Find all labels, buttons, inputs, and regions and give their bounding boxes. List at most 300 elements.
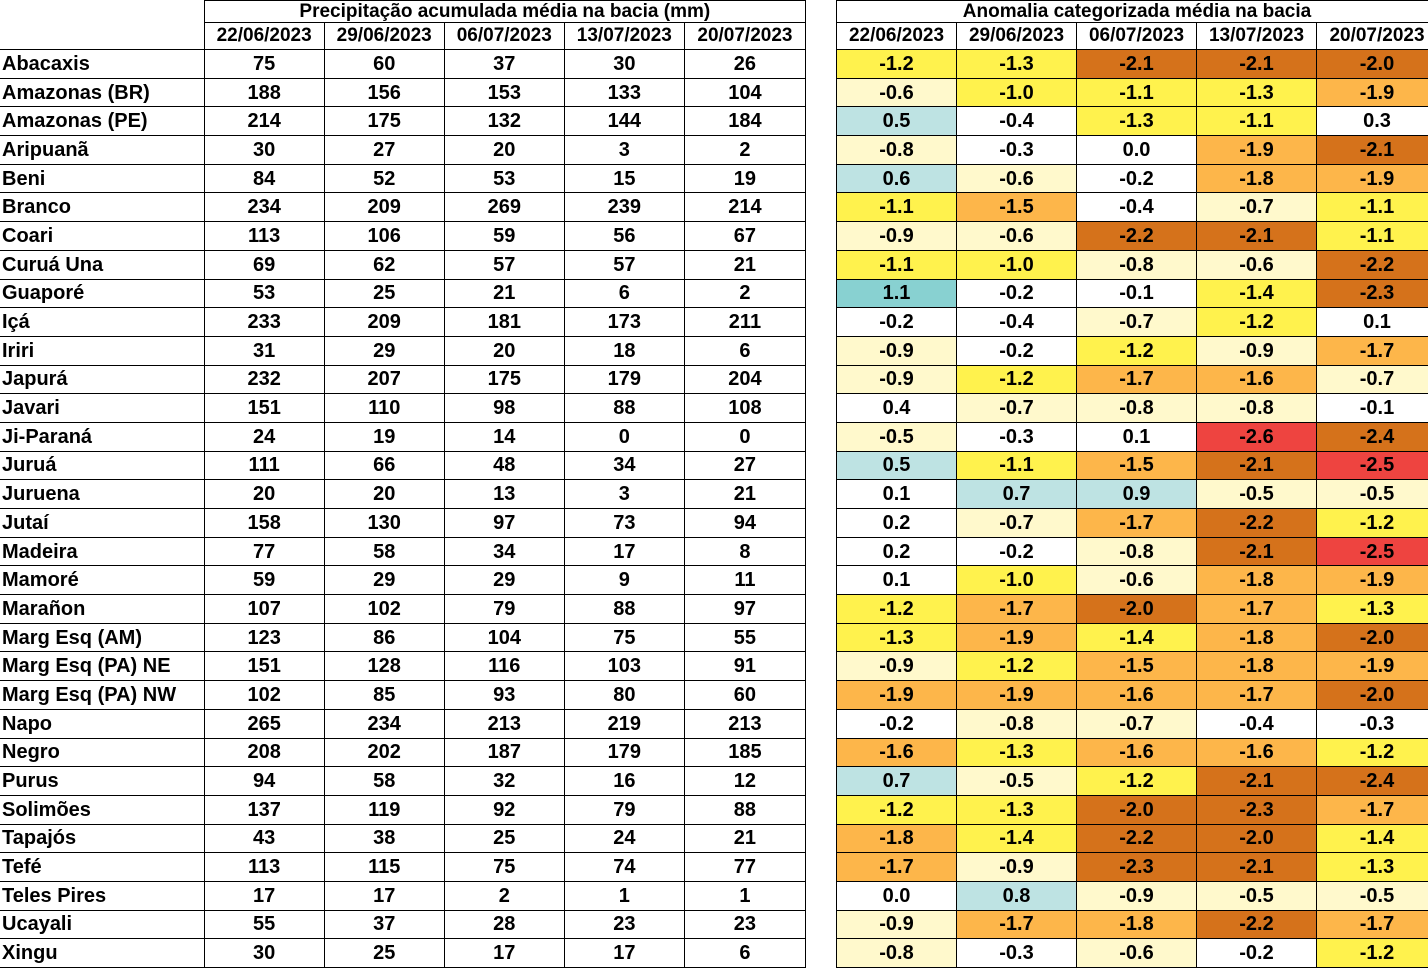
anomaly-cell: -1.6 (837, 738, 957, 767)
precip-cell: 92 (444, 795, 564, 824)
anomaly-cell: -1.2 (1197, 308, 1317, 337)
precip-cell: 31 (204, 336, 324, 365)
precip-cell: 93 (444, 681, 564, 710)
date-header: 29/06/2023 (324, 23, 444, 50)
precip-cell: 88 (564, 595, 684, 624)
anomaly-cell: -1.7 (1317, 336, 1428, 365)
anomaly-cell: -0.2 (837, 709, 957, 738)
basin-name: Coari (0, 222, 204, 251)
precip-cell: 17 (444, 939, 564, 968)
table-row (837, 250, 1428, 279)
table-row (0, 451, 806, 480)
precip-cell: 59 (444, 222, 564, 251)
table-row (837, 480, 1428, 509)
basin-name: Juruena (0, 480, 204, 509)
date-header-row (837, 23, 1428, 50)
anomaly-cell: -0.5 (1317, 480, 1428, 509)
precip-cell: 23 (564, 910, 684, 939)
anomaly-cell: -2.4 (1317, 767, 1428, 796)
precip-cell: 79 (564, 795, 684, 824)
anomaly-cell: -0.1 (1077, 279, 1197, 308)
anomaly-cell: -0.2 (957, 537, 1077, 566)
basin-name: Guaporé (0, 279, 204, 308)
precip-cell: 32 (444, 767, 564, 796)
precip-cell: 59 (204, 566, 324, 595)
anomaly-cell: 0.5 (837, 107, 957, 136)
precip-cell: 209 (324, 193, 444, 222)
precip-cell: 208 (204, 738, 324, 767)
anomaly-cell: -1.8 (1197, 164, 1317, 193)
table-row (0, 623, 806, 652)
anomaly-cell: -2.2 (1317, 250, 1428, 279)
precip-cell: 20 (204, 480, 324, 509)
precip-cell: 56 (564, 222, 684, 251)
anomaly-cell: 0.8 (957, 881, 1077, 910)
precip-cell: 25 (324, 939, 444, 968)
basin-name: Napo (0, 709, 204, 738)
anomaly-cell: -0.9 (1077, 881, 1197, 910)
basin-name: Negro (0, 738, 204, 767)
table-row (0, 422, 806, 451)
basin-name: Xingu (0, 939, 204, 968)
table-row (0, 336, 806, 365)
basin-name: Tefé (0, 853, 204, 882)
anomaly-cell: 0.2 (837, 537, 957, 566)
anomaly-cell: 0.0 (1077, 136, 1197, 165)
anomaly-cell: -1.8 (1197, 566, 1317, 595)
precip-cell: 175 (324, 107, 444, 136)
anomaly-cell: -1.2 (837, 795, 957, 824)
date-header: 29/06/2023 (957, 23, 1077, 50)
precip-cell: 14 (444, 422, 564, 451)
table-row (0, 279, 806, 308)
table-row (0, 78, 806, 107)
precip-cell: 98 (444, 394, 564, 423)
anomaly-cell: -2.3 (1317, 279, 1428, 308)
anomaly-cell: -1.3 (1317, 853, 1428, 882)
precip-cell: 9 (564, 566, 684, 595)
table-row (837, 193, 1428, 222)
precip-cell: 17 (324, 881, 444, 910)
precip-cell: 15 (564, 164, 684, 193)
table-row (0, 795, 806, 824)
precip-cell: 74 (564, 853, 684, 882)
basin-name: Curuá Una (0, 250, 204, 279)
precip-cell: 27 (324, 136, 444, 165)
basin-name: Tapajós (0, 824, 204, 853)
anomaly-cell: -1.9 (1317, 164, 1428, 193)
table-row (837, 394, 1428, 423)
precip-cell: 233 (204, 308, 324, 337)
precip-cell: 111 (204, 451, 324, 480)
anomaly-cell: -2.3 (1077, 853, 1197, 882)
anomaly-cell: -1.7 (957, 595, 1077, 624)
anomaly-cell: -1.7 (1077, 365, 1197, 394)
precip-cell: 21 (444, 279, 564, 308)
precip-cell: 181 (444, 308, 564, 337)
precip-cell: 30 (204, 136, 324, 165)
table-row (837, 853, 1428, 882)
precip-cell: 23 (684, 910, 805, 939)
precip-cell: 21 (684, 824, 805, 853)
anomaly-cell: 0.0 (837, 881, 957, 910)
basin-name: Japurá (0, 365, 204, 394)
precip-cell: 34 (444, 537, 564, 566)
table-row (837, 509, 1428, 538)
precip-cell: 130 (324, 509, 444, 538)
precip-cell: 144 (564, 107, 684, 136)
precip-cell: 2 (444, 881, 564, 910)
anomaly-cell: -1.3 (837, 623, 957, 652)
precip-cell: 58 (324, 537, 444, 566)
precip-cell: 53 (444, 164, 564, 193)
date-header: 22/06/2023 (837, 23, 957, 50)
anomaly-cell: -1.5 (957, 193, 1077, 222)
anomaly-cell: -0.2 (837, 308, 957, 337)
anomaly-cell: -2.2 (1197, 910, 1317, 939)
corner-blank (0, 1, 204, 23)
precip-cell: 104 (684, 78, 805, 107)
anomaly-cell: -1.8 (1077, 910, 1197, 939)
anomaly-cell: -1.7 (837, 853, 957, 882)
date-header: 20/07/2023 (684, 23, 805, 50)
anomaly-cell: -2.1 (1197, 537, 1317, 566)
table-row (0, 107, 806, 136)
precip-cell: 57 (444, 250, 564, 279)
anomaly-cell: 0.9 (1077, 480, 1197, 509)
precip-cell: 1 (564, 881, 684, 910)
precip-cell: 265 (204, 709, 324, 738)
anomaly-cell: -1.8 (1197, 652, 1317, 681)
anomaly-cell: -0.9 (837, 652, 957, 681)
anomaly-cell: -0.4 (957, 308, 1077, 337)
anomaly-cell: -0.4 (1077, 193, 1197, 222)
basin-name: Ji-Paraná (0, 422, 204, 451)
precip-cell: 179 (564, 738, 684, 767)
table-row (837, 595, 1428, 624)
precip-cell: 34 (564, 451, 684, 480)
anomaly-cell: -2.4 (1317, 422, 1428, 451)
anomaly-cell: -0.8 (837, 136, 957, 165)
anomaly-cell: 0.1 (1317, 308, 1428, 337)
precip-cell: 213 (444, 709, 564, 738)
table-row (0, 193, 806, 222)
precip-cell: 29 (324, 336, 444, 365)
date-header: 13/07/2023 (564, 23, 684, 50)
anomaly-cell: -0.6 (1077, 566, 1197, 595)
precip-cell: 175 (444, 365, 564, 394)
anomaly-cell: -0.7 (1077, 308, 1197, 337)
anomaly-cell: -0.9 (837, 365, 957, 394)
anomaly-cell: -1.3 (957, 795, 1077, 824)
precip-cell: 94 (684, 509, 805, 538)
anomaly-cell: -2.2 (1077, 824, 1197, 853)
anomaly-cell: -2.2 (1077, 222, 1197, 251)
anomaly-cell: -1.6 (1197, 738, 1317, 767)
precip-cell: 27 (684, 451, 805, 480)
anomaly-cell: -2.0 (1197, 824, 1317, 853)
anomaly-cell: 0.7 (837, 767, 957, 796)
anomaly-cell: -0.2 (957, 336, 1077, 365)
table-row (837, 451, 1428, 480)
anomaly-cell: -2.0 (1317, 681, 1428, 710)
anomaly-cell: -1.9 (1197, 136, 1317, 165)
anomaly-cell: -0.7 (957, 394, 1077, 423)
date-header: 06/07/2023 (444, 23, 564, 50)
precip-cell: 19 (324, 422, 444, 451)
anomaly-cell: -1.0 (957, 78, 1077, 107)
anomaly-cell: -2.1 (1197, 767, 1317, 796)
anomaly-cell: -2.1 (1077, 50, 1197, 79)
anomaly-cell: -0.5 (957, 767, 1077, 796)
table-row (837, 365, 1428, 394)
anomaly-cell: 1.1 (837, 279, 957, 308)
anomaly-cell: -1.6 (1077, 681, 1197, 710)
anomaly-cell: -1.2 (957, 652, 1077, 681)
anomaly-cell: -0.8 (1077, 537, 1197, 566)
anomaly-cell: -0.1 (1317, 394, 1428, 423)
precip-cell: 119 (324, 795, 444, 824)
precip-cell: 75 (204, 50, 324, 79)
anomaly-cell: 0.1 (837, 566, 957, 595)
precip-cell: 179 (564, 365, 684, 394)
anomaly-cell: 0.3 (1317, 107, 1428, 136)
anomaly-cell: -1.3 (957, 50, 1077, 79)
basin-name: Teles Pires (0, 881, 204, 910)
precip-cell: 43 (204, 824, 324, 853)
anomaly-cell: -1.1 (1077, 78, 1197, 107)
anomaly-cell: -2.6 (1197, 422, 1317, 451)
anomaly-cell: -0.8 (1077, 250, 1197, 279)
anomaly-cell: -2.1 (1197, 451, 1317, 480)
anomaly-cell: -1.9 (957, 681, 1077, 710)
anomaly-cell: -0.6 (957, 164, 1077, 193)
anomaly-cell: -0.5 (1197, 881, 1317, 910)
precip-cell: 77 (684, 853, 805, 882)
basin-name: Solimões (0, 795, 204, 824)
basin-name: Iriri (0, 336, 204, 365)
table-row (837, 824, 1428, 853)
precip-cell: 16 (564, 767, 684, 796)
precip-cell: 69 (204, 250, 324, 279)
table-row (0, 652, 806, 681)
anomaly-cell: -2.1 (1197, 853, 1317, 882)
anomaly-cell: -0.9 (837, 336, 957, 365)
anomaly-table (836, 0, 1428, 968)
precip-cell: 153 (444, 78, 564, 107)
table-row (837, 222, 1428, 251)
anomaly-cell: -1.2 (837, 50, 957, 79)
basin-name: Purus (0, 767, 204, 796)
basin-name: Mamoré (0, 566, 204, 595)
table-row (0, 537, 806, 566)
precip-cell: 13 (444, 480, 564, 509)
precip-cell: 204 (684, 365, 805, 394)
anomaly-cell: -2.0 (1317, 50, 1428, 79)
anomaly-cell: -1.9 (1317, 652, 1428, 681)
precip-cell: 6 (564, 279, 684, 308)
anomaly-cell: -0.8 (957, 709, 1077, 738)
date-header: 20/07/2023 (1317, 23, 1428, 50)
precip-cell: 214 (684, 193, 805, 222)
table-row (837, 709, 1428, 738)
precip-cell: 0 (684, 422, 805, 451)
anomaly-cell: -1.6 (1077, 738, 1197, 767)
precip-cell: 213 (684, 709, 805, 738)
anomaly-cell: 0.7 (957, 480, 1077, 509)
basin-name: Branco (0, 193, 204, 222)
precip-cell: 52 (324, 164, 444, 193)
anomaly-cell: -0.2 (1077, 164, 1197, 193)
anomaly-cell: -1.2 (1317, 509, 1428, 538)
precip-cell: 88 (564, 394, 684, 423)
table-row (837, 939, 1428, 968)
basin-name: Marg Esq (AM) (0, 623, 204, 652)
precip-cell: 60 (684, 681, 805, 710)
table-row (837, 308, 1428, 337)
anomaly-cell: -0.8 (1077, 394, 1197, 423)
precip-cell: 151 (204, 394, 324, 423)
anomaly-cell: -1.9 (837, 681, 957, 710)
anomaly-cell: -1.9 (1317, 566, 1428, 595)
table-row (0, 164, 806, 193)
anomaly-cell: -1.2 (957, 365, 1077, 394)
table-row (837, 50, 1428, 79)
precip-cell: 185 (684, 738, 805, 767)
table-row (837, 881, 1428, 910)
table-row (0, 595, 806, 624)
anomaly-cell: -1.7 (957, 910, 1077, 939)
table-row (837, 422, 1428, 451)
precip-cell: 29 (324, 566, 444, 595)
table-row (837, 537, 1428, 566)
precip-cell: 115 (324, 853, 444, 882)
anomaly-cell: -0.7 (1197, 193, 1317, 222)
precip-cell: 77 (204, 537, 324, 566)
precip-cell: 113 (204, 853, 324, 882)
table-row (837, 738, 1428, 767)
precip-cell: 128 (324, 652, 444, 681)
precip-cell: 156 (324, 78, 444, 107)
precip-cell: 3 (564, 480, 684, 509)
precip-cell: 269 (444, 193, 564, 222)
precip-cell: 91 (684, 652, 805, 681)
table-row (0, 250, 806, 279)
table-row (0, 709, 806, 738)
precip-cell: 86 (324, 623, 444, 652)
precip-cell: 21 (684, 480, 805, 509)
anomaly-cell: -1.1 (837, 193, 957, 222)
anomaly-cell: -0.6 (957, 222, 1077, 251)
anomaly-cell: -1.1 (1197, 107, 1317, 136)
precip-cell: 133 (564, 78, 684, 107)
anomaly-cell: -1.2 (1077, 767, 1197, 796)
table-row (0, 681, 806, 710)
anomaly-cell: -1.1 (1317, 222, 1428, 251)
precipitation-title: Precipitação acumulada média na bacia (mm) (204, 1, 805, 23)
anomaly-cell: -1.7 (1077, 509, 1197, 538)
anomaly-cell: -1.3 (1197, 78, 1317, 107)
precip-cell: 2 (684, 136, 805, 165)
precip-cell: 97 (444, 509, 564, 538)
precip-cell: 67 (684, 222, 805, 251)
table-row (837, 623, 1428, 652)
table-row (0, 767, 806, 796)
table-row (0, 853, 806, 882)
precip-cell: 20 (324, 480, 444, 509)
table-row (837, 164, 1428, 193)
anomaly-cell: -1.7 (1197, 595, 1317, 624)
anomaly-cell: 0.1 (1077, 422, 1197, 451)
anomaly-title: Anomalia categorizada média na bacia (837, 1, 1428, 23)
anomaly-cell: -1.3 (1077, 107, 1197, 136)
precip-cell: 58 (324, 767, 444, 796)
table-row (0, 394, 806, 423)
precip-cell: 79 (444, 595, 564, 624)
anomaly-cell: -0.3 (957, 136, 1077, 165)
anomaly-cell: 0.4 (837, 394, 957, 423)
precip-cell: 75 (564, 623, 684, 652)
precip-cell: 0 (564, 422, 684, 451)
anomaly-cell: -0.5 (1197, 480, 1317, 509)
precip-cell: 3 (564, 136, 684, 165)
precip-cell: 102 (204, 681, 324, 710)
precip-cell: 110 (324, 394, 444, 423)
precip-cell: 202 (324, 738, 444, 767)
table-row (0, 738, 806, 767)
precip-cell: 232 (204, 365, 324, 394)
table-row (0, 881, 806, 910)
anomaly-cell: -1.5 (1077, 652, 1197, 681)
anomaly-cell: -0.3 (957, 422, 1077, 451)
anomaly-cell: -1.7 (1317, 910, 1428, 939)
anomaly-cell: -1.1 (837, 250, 957, 279)
precip-cell: 132 (444, 107, 564, 136)
anomaly-cell: -0.2 (1197, 939, 1317, 968)
precip-cell: 211 (684, 308, 805, 337)
precip-cell: 2 (684, 279, 805, 308)
table-row (0, 308, 806, 337)
basin-header-blank (0, 23, 204, 50)
basin-name: Marañon (0, 595, 204, 624)
table-row (837, 107, 1428, 136)
precip-cell: 37 (324, 910, 444, 939)
anomaly-cell: -1.1 (957, 451, 1077, 480)
anomaly-cell: -2.2 (1197, 509, 1317, 538)
precip-cell: 19 (684, 164, 805, 193)
precip-cell: 214 (204, 107, 324, 136)
precip-cell: 137 (204, 795, 324, 824)
date-header-row (0, 23, 806, 50)
anomaly-cell: 0.6 (837, 164, 957, 193)
table-row (837, 279, 1428, 308)
precip-cell: 55 (684, 623, 805, 652)
anomaly-cell: -2.0 (1317, 623, 1428, 652)
precip-cell: 66 (324, 451, 444, 480)
anomaly-cell: -1.9 (1317, 78, 1428, 107)
anomaly-cell: -1.7 (1317, 795, 1428, 824)
precip-cell: 102 (324, 595, 444, 624)
anomaly-cell: 0.5 (837, 451, 957, 480)
anomaly-cell: -0.9 (1197, 336, 1317, 365)
anomaly-cell: -0.7 (1077, 709, 1197, 738)
date-header: 13/07/2023 (1197, 23, 1317, 50)
precip-cell: 20 (444, 136, 564, 165)
anomaly-cell: -1.4 (1077, 623, 1197, 652)
precip-cell: 123 (204, 623, 324, 652)
anomaly-cell: -1.2 (1317, 738, 1428, 767)
anomaly-cell: -1.2 (1317, 939, 1428, 968)
